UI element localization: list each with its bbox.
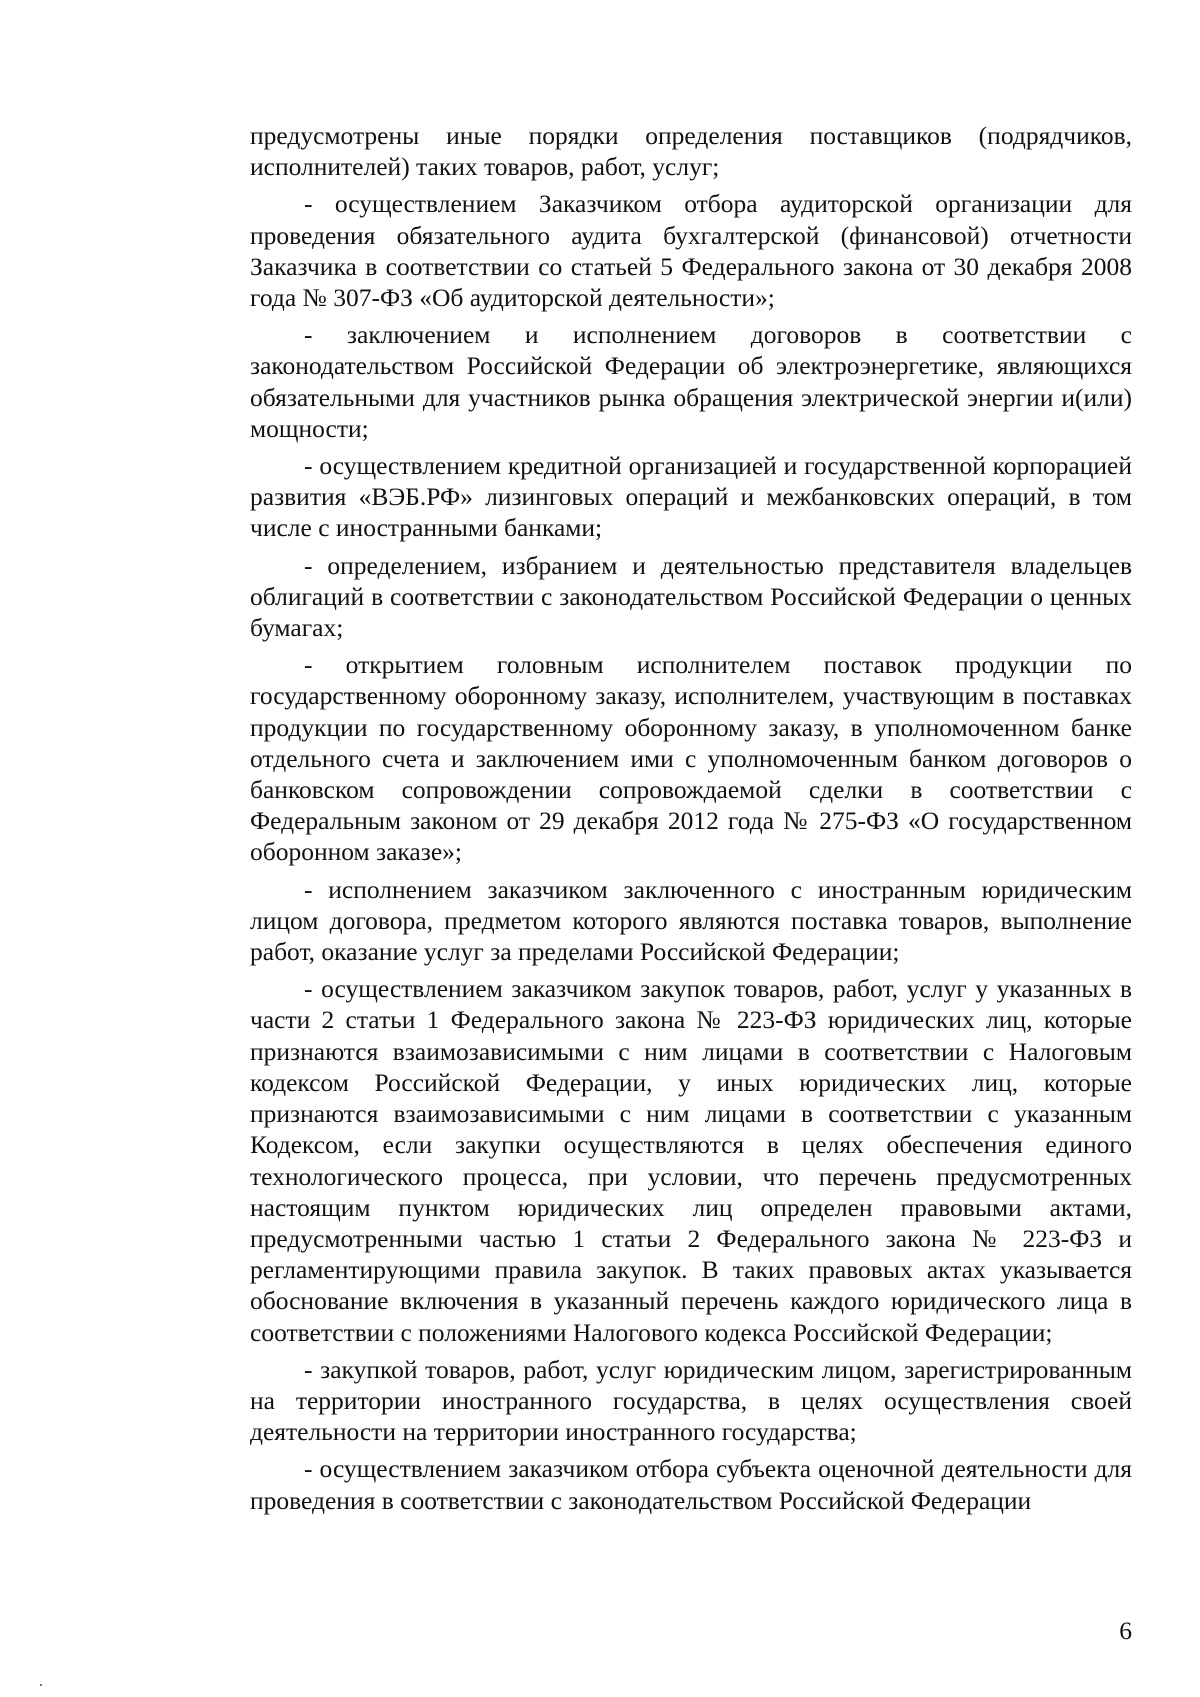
paragraph-10: - осуществлением заказчиком отбора субъекта оценочной деятельности для проведения в соответствии с законодательством Российской Федерации bbox=[250, 1454, 1132, 1515]
paragraph-3: - заключением и исполнением договоров в соответствии с законодательством Российской Федерации об электроэнергетике, являющихся обязательными для участников рынка обращения электрической энергии и(или) мощности; bbox=[250, 320, 1132, 443]
page-number: 6 bbox=[1119, 1616, 1132, 1645]
document-body bbox=[250, 120, 1132, 1522]
paragraph-1: предусмотрены иные порядки определения поставщиков (подрядчиков, исполнителей) таких товаров, работ, услуг; bbox=[250, 121, 1132, 182]
paragraph-6: - открытием головным исполнителем поставок продукции по государственному оборонному заказу, исполнителем, участвующим в поставках продукции по государственному оборонному заказу, в уполномоченном банке отдельного счета и заключением ими с уполномоченным банком договоров о банковском сопровождении сопровождаемой сделки в соответствии с Федеральным законом от 29 декабря 2012 года № 275-ФЗ «О государственном оборонном заказе»; bbox=[250, 650, 1132, 867]
paragraph-7: - исполнением заказчиком заключенного с иностранным юридическим лицом договора, предметом которого являются поставка товаров, выполнение работ, оказание услуг за пределами Российской Федерации; bbox=[250, 874, 1132, 967]
paragraph-2: - осуществлением Заказчиком отбора аудиторской организации для проведения обязательного аудита бухгалтерской (финансовой) отчетности Заказчика в соответствии со статьей 5 Федерального закона от 30 декабря 2008 года № 307-ФЗ «Об аудиторской деятельности»; bbox=[250, 189, 1132, 313]
paragraph-4: - осуществлением кредитной организацией и государственной корпорацией развития «ВЭБ.РФ» лизинговых операций и межбанковских операций, в том числе с иностранными банками; bbox=[250, 451, 1132, 543]
paragraph-5: - определением, избранием и деятельностью представителя владельцев облигаций в соответствии с законодательством Российской Федерации о ценных бумагах; bbox=[250, 550, 1132, 643]
paragraph-9: - закупкой товаров, работ, услуг юридическим лицом, зарегистрированным на территории иностранного государства, в целях осуществления своей деятельности на территории иностранного государства; bbox=[250, 1354, 1132, 1447]
paragraph-8: - осуществлением заказчиком закупок товаров, работ, услуг у указанных в части 2 статьи 1 Федерального закона № 223-ФЗ юридических лиц, которые признаются взаимозависимыми с ним лицами в соответствии с Налоговым кодексом Российской Федерации, у иных юридических лиц, которые признаются взаимозависимыми с ним лицами в соответствии с указанным Кодексом, если закупки осуществляются в целях обеспечения единого технологического процесса, при условии, что перечень предусмотренных настоящим пунктом юридических лиц определен правовыми актами, предусмотренными частью 1 статьи 2 Федерального закона № 223-ФЗ и регламентирующими правила закупок. В таких правовых актах указывается обоснование включения в указанный перечень каждого юридического лица в соответствии с положениями Налогового кодекса Российской Федерации; bbox=[250, 974, 1132, 1347]
scan-artifact-dot bbox=[40, 1684, 42, 1686]
